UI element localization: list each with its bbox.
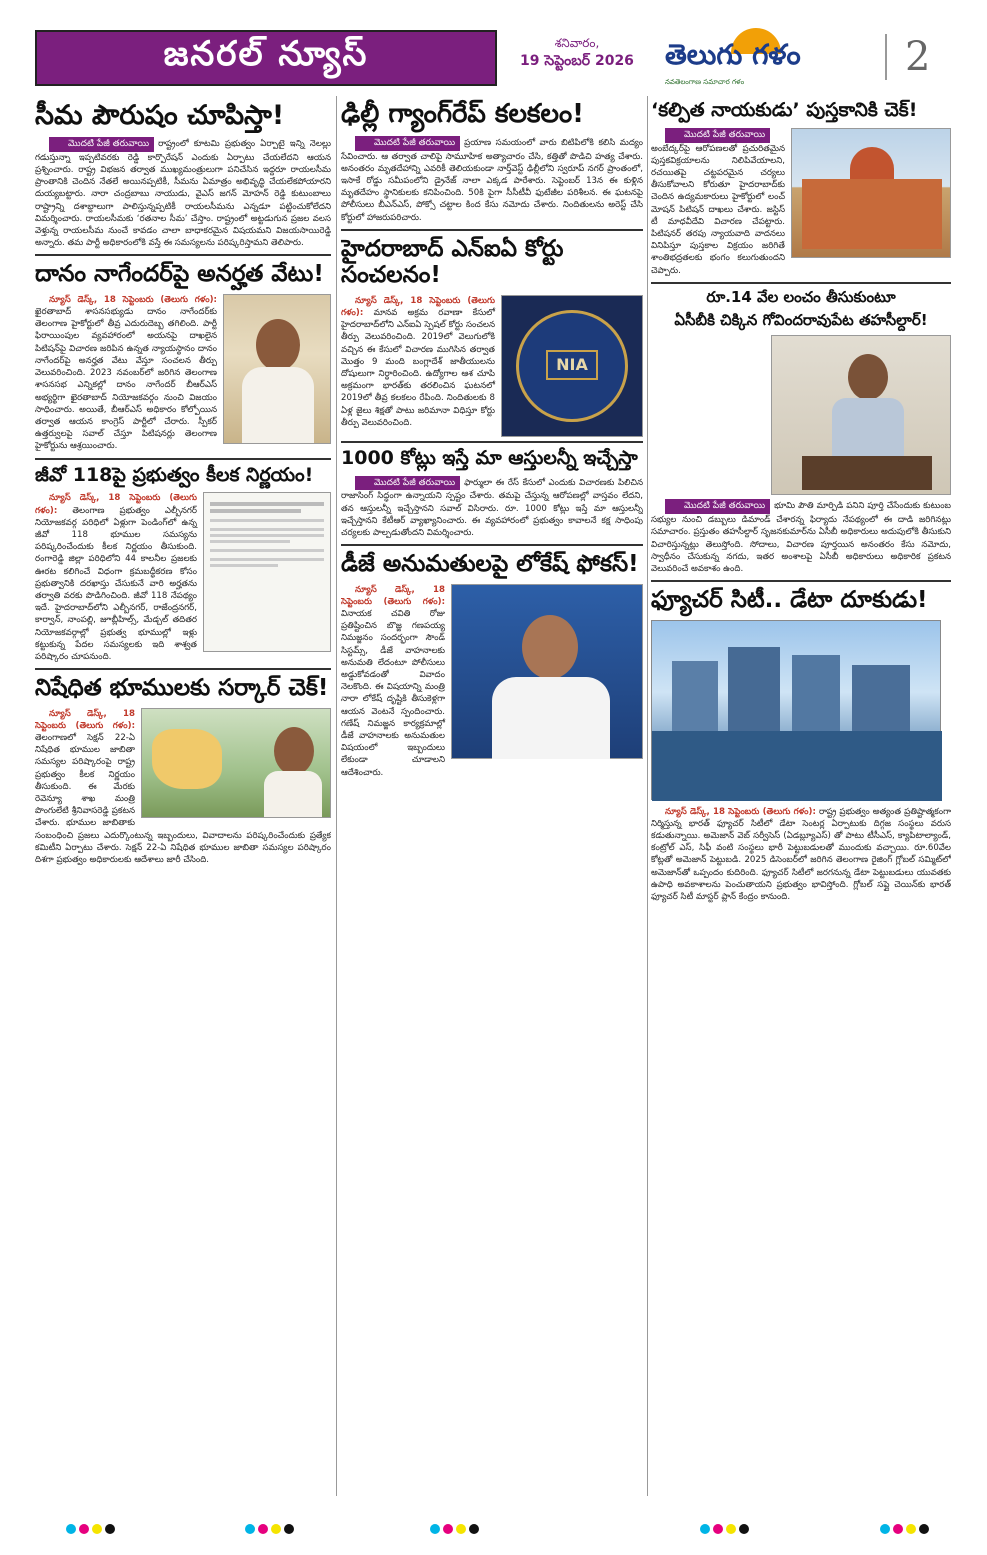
land-map-photo bbox=[141, 708, 331, 818]
dateline: న్యూస్ డెస్క్, 18 సెప్టెంబరు (తెలుగు గళం): bbox=[49, 294, 217, 305]
article-text: అంబేద్కర్‌పై ఆరోపణలతో ప్రచురితమైన పుస్తకవిక్రయాలను నిలిపివేయాలని, రచయితపై చట్టపరమైన చర్యలు తీసుకోవాలని కోరుతూ హైదరాబాద్‌కు చెందిన ఉద్యమకారులు హైకోర్టులో లంచ్ మోషన్ పిటిషన్ దాఖలు చేశారు. జస్టిస్ టీ మాధవీదేవి విచారణ చేపట్టారు. పిటిషనర్ తరపు న్యాయవాది వాదనలు వినిపిస్తూ పుస్తకాల విక్రయం జరిగితే శాంతిభద్రతలకు భంగం కలుగుతుందని చెప్పారు. bbox=[651, 143, 785, 276]
article-text: వినాయక చవితి రోజు ప్రతిష్టించిన బొజ్జ గణపయ్య నిమజ్జనం సందర్భంగా సౌండ్ సిస్టమ్స్, డీజే వాహనాలకు అనుమతి లేదంటూ పోలీసులు అడ్డుకోవడంతో వివాదం నెలకొంది. ఈ విషయాన్ని మంత్రి నారా లోకేష్ దృష్టికి తీసుకెళ్లగా ఆయన వెంటనే స్పందించారు. గణేష్ నిమజ్జన కార్యక్రమాల్లో డీజే వాహనాలకు అనుమతుల విషయంలో ఇబ్బందులు లేకుండా చూడాలని ఆదేశించారు. bbox=[341, 609, 445, 778]
article-text: రాష్ట్రంలో కూటమి ప్రభుత్వం ఏర్పాటై ఇన్ని నెలల్లు గడుస్తున్నా ఇప్పటివరకు రెడ్డి కార్పొరేషన్ ఎందుకు ఏర్పాటు చేయలేదని ఆయన ప్రశ్నించారు. రాష్ట్ర విభజన తర్వాత ముఖ్యమంత్రులుగా పనిచేసిన ఇద్దరూ రాయలసీమ ప్రాంతానికి చెందిన నేతలే అయినప్పటికీ, సీమను ఏమాత్రం అభివృద్ధి చేయలేకపోయారని దుయ్యబట్టారు. నారా చంద్రబాబు నాయుడు, వైఎస్ జగన్ మోహన్ రెడ్డి కుటుంబాలు రాష్ట్రాన్ని దశాబ్దాలుగా పాలిస్తున్నప్పటికీ రాయలసీమను ఎన్నడూ పట్టించుకోలేదని విమర్శించారు. రాయలసీమకు ‘రతనాల సీమ’ చేస్తాం. రాష్ట్రంలో అట్టడుగున ప్రజల వలస వెళ్తున్న రాయలసీమ నుంచే కావడం చాలా బాధాకరమైన విషయమని విజయసాయిరెడ్డి అన్నారు. తమ పార్టీ అధికారంలోకి వస్తే ఈ సమస్యలను పరిష్కరిస్తామని తెలిపారు. bbox=[35, 139, 331, 249]
article-body bbox=[341, 136, 643, 224]
headline: రూ.14 వేల లంచం తీసుకుంటూ bbox=[706, 287, 896, 306]
article-body bbox=[341, 295, 643, 429]
divider bbox=[651, 282, 951, 284]
column-divider bbox=[647, 96, 648, 1496]
headline: డీజే అనుమతులపై లోకేష్ ఫోకస్! bbox=[341, 551, 639, 578]
politician-photo bbox=[223, 294, 331, 444]
continued-tag: మొదటి పేజీ తరువాయి bbox=[49, 137, 154, 152]
nia-emblem: NIA bbox=[501, 295, 643, 437]
continued-tag: మొదటి పేజీ తరువాయి bbox=[355, 136, 460, 151]
article-body bbox=[651, 128, 951, 277]
tahsildar-photo bbox=[771, 335, 951, 495]
column-2 bbox=[341, 96, 643, 1536]
headline: సీమ పౌరుషం చూపిస్తా! bbox=[35, 100, 285, 131]
divider bbox=[341, 544, 643, 546]
headline: ఫ్యూచర్ సిటీ.. డేటా దూకుడు! bbox=[651, 587, 928, 614]
divider bbox=[35, 254, 331, 256]
article-body bbox=[35, 708, 331, 867]
registration-marks bbox=[430, 1524, 479, 1534]
article-body bbox=[341, 476, 643, 540]
headline: 1000 కోట్లు ఇస్తే మా ఆస్తులన్నీ ఇచ్చేస్తా bbox=[341, 446, 638, 469]
headline-line-2: ఏసీబీకి చిక్కిన గోవిందరావుపేట తహసీల్దార్! bbox=[674, 311, 928, 330]
registration-marks bbox=[880, 1524, 929, 1534]
issue-date bbox=[507, 34, 647, 70]
logo-name: తెలుగు గళం bbox=[665, 38, 801, 71]
dateline: న్యూస్ డెస్క్, 18 సెప్టెంబరు (తెలుగు గళం): bbox=[341, 295, 495, 318]
article-body bbox=[35, 294, 331, 453]
dateline: న్యూస్ డెస్క్, 18 సెప్టెంబరు (తెలుగు గళం): bbox=[341, 584, 445, 607]
issue-date-text: 19 సెప్టెంబర్ 2026 bbox=[520, 53, 634, 69]
article-body bbox=[651, 806, 951, 904]
dateline: న్యూస్ డెస్క్, 18 సెప్టెంబరు (తెలుగు గళం): bbox=[35, 708, 135, 731]
masthead bbox=[35, 30, 955, 92]
headline: దానం నాగేందర్‌పై అనర్హత వేటు! bbox=[35, 261, 324, 288]
logo-tagline: నవతెలంగాణ సమాచార గళం bbox=[665, 78, 745, 86]
article-text: భూమి పౌతి మార్పిడి పనిని పూర్తి చేసేందుకు కుటుంబ సభ్యుల నుంచి డబ్బులు డిమాండ్ చేశారన్న ఫిర్యాదు నేపథ్యంలో ఈ దాడి జరిగినట్లు సమాచారం. ప్రస్తుతం తహసీల్దార్ సృజనకుమార్‌ను ఏసీబీ అధికారులు అదుపులోకి తీసుకుని విచారిస్తున్నట్లు తెలుస్తోంది. సోదాలు, విచారణ పూర్తయిన అనంతరం కేసు నమోదు, స్వాధీనం చేసుకున్న నగదు, ఇతర అంశాలపై ఏసీబీ అధికారులు అధికారిక ప్రకటన వెలువరించే అవకాశం ఉంది. bbox=[651, 501, 951, 574]
headline: జీవో 118పై ప్రభుత్వం కీలక నిర్ణయం! bbox=[35, 463, 314, 486]
column-1 bbox=[35, 96, 331, 1536]
continued-tag: మొదటి పేజీ తరువాయి bbox=[665, 499, 770, 514]
registration-marks bbox=[66, 1524, 115, 1534]
continued-tag: మొదటి పేజీ తరువాయి bbox=[665, 128, 770, 143]
minister-photo bbox=[451, 584, 643, 759]
headline: నిషేధిత భూములకు సర్కార్ చెక్! bbox=[35, 675, 329, 702]
dateline: న్యూస్ డెస్క్, 18 సెప్టెంబరు (తెలుగు గళం): bbox=[665, 806, 816, 817]
article-text: రాష్ట్ర ప్రభుత్వం అత్యంత ప్రతిష్టాత్మకంగా నిర్మిస్తున్న భారత్ ఫ్యూచర్ సిటీలో డేటా సెంటర్ల ఏర్పాటుకు దిగ్గజ సంస్థలు వరుస కడుతున్నాయి. అమెజాన్ వెబ్ సర్వీసెస్ (ఏడబ్ల్యూఎస్) తో పాటు టీసీఎస్, క్యాపిటాల్యాండ్, కంట్రోల్ ఎస్, సిఫీ వంటి సంస్థలు భారీ పెట్టుబడులతో ముందుకు వచ్చాయి. రూ.60వేల కోట్లతో అమెజాన్ పెట్టుబడి. 2025 డిసెంబర్‌లో జరిగిన తెలంగాణ రైజింగ్ గ్లోబల్ సమ్మిట్‌లో అమెజాన్‌తో ఒప్పందం కుదిరింది. ఫ్యూచర్ సిటీలో జరగనున్న డేటా పెట్టుబడులు యువతకు ఉపాధి అవకాశాలను పెంచుతాయని ప్రభుత్వం భావిస్తోంది. గ్లోబల్ సప్లై చెయిన్‌కు భారత్ ఫ్యూచర్ సిటీ మాస్టర్ ప్లాన్ కేంద్రం కానుంది. bbox=[651, 806, 951, 902]
headline: ‘కల్పిత నాయకుడు’ పుస్తకానికి చెక్! bbox=[651, 99, 918, 121]
divider bbox=[35, 668, 331, 670]
article-body bbox=[651, 335, 951, 575]
dateline: న్యూస్ డెస్క్, 18 సెప్టెంబరు (తెలుగు గళం): bbox=[35, 493, 197, 516]
page-number: 2 bbox=[885, 34, 930, 80]
column-3 bbox=[651, 96, 951, 1536]
high-court-photo bbox=[791, 128, 951, 258]
government-order-document bbox=[203, 492, 331, 652]
divider bbox=[341, 441, 643, 443]
section-title: జనరల్ న్యూస్ bbox=[35, 30, 497, 86]
registration-marks bbox=[700, 1524, 749, 1534]
article-body bbox=[341, 584, 643, 779]
registration-marks bbox=[245, 1524, 294, 1534]
divider bbox=[651, 580, 951, 582]
headline: ఢిల్లీ గ్యాంగ్‌రేప్ కలకలం! bbox=[341, 99, 584, 129]
article-text: ఫార్ములా ఈ రేస్ కేసులో ఎందుకు విచారణకు పిలిచిన రాజాసింగ్ సిద్ధంగా ఉన్నాయని స్పష్టం చేశారు. తమపై చేస్తున్న ఆరోపణల్లో వాస్తవం లేదని, తన ఆస్తులన్నీ ఇచ్చేస్తానని సవాల్ విసిరారు. రూ. 1000 కోట్లు ఇస్తే మా ఆస్తులన్నీ ఇచ్చేస్తానని కేటీఆర్ వ్యాఖ్యానించారు. ఈ వ్యవహారంలో ప్రభుత్వం కావాలనే కక్ష సాధింపు చర్యలకు పాల్పడుతోందని విమర్శించారు. bbox=[341, 477, 643, 538]
article-text: మానవ అక్రమ రవాణా కేసులో హైదరాబాద్‌లోని ఎన్ఐఏ స్పెషల్ కోర్టు సంచలన తీర్పు వెలువరించింది. 2019లో వెలుగులోకి వచ్చిన ఈ కేసులో విచారణ ముగిసిన తర్వాత మొత్తం 9 మంది బంగ్లాదేశ్ జాతీయులను దోషులుగా నిర్ధారించింది. ఉద్యోగాల ఆశ చూపి అక్రమంగా భారత్‌కు తరలించిన ఘటనలో 2019లో తీవ్ర కలకలం రేపింది. నిందితులకు 8 ఏళ్ల జైలు శిక్షతో పాటు జరిమానా విధిస్తూ కోర్టు తీర్పు వెలువరించింది. bbox=[341, 307, 496, 428]
continued-tag: మొదటి పేజీ తరువాయి bbox=[355, 476, 460, 491]
headline: హైదరాబాద్ ఎన్ఐఏ కోర్టు సంచలనం! bbox=[341, 235, 564, 289]
article-text: తెలంగాణ ప్రభుత్వం ఎల్బీనగర్ నియోజకవర్గ పరిధిలో ఏళ్లుగా పెండింగ్‌లో ఉన్న జీవో 118 భూముల సమస్యను పరిష్కరించేందుకు కీలక నిర్ణయం తీసుకుంది. రంగారెడ్డి జిల్లా పరిధిలోని 44 కాలనీల ప్రజలకు ఊరట కలిగించే విధంగా క్రమబద్ధీకరణ కోసం ప్రభుత్వానికి దరఖాస్తు చేసుకునే వారి అర్హతను తర్వాతి వరకు పొడిగించింది. జీవో 118 నేపథ్యం ఇదే. హైదరాబాద్‌లోని ఎల్బీనగర్, రాజేంద్రనగర్, కార్వాన్, నాంపల్లి, జూబ్లీహిల్స్, మేడ్చల్ తదితర నియోజకవర్గాల్లో ప్రభుత్వ భూముల్లో ఇళ్లు కట్టుకున్న పేదల సమస్యలకు ఇది శాశ్వత పరిష్కారం చూపనుంది. bbox=[35, 505, 197, 662]
future-city-photo bbox=[651, 620, 941, 800]
article-text: తెలంగాణలో సెక్షన్ 22-ఏ నిషేధిత భూముల జాబితా సమస్యల పరిష్కారంపై రాష్ట్ర ప్రభుత్వం కీలక నిర్ణయం తీసుకుంది. ఈ మేరకు రెవెన్యూ శాఖ మంత్రి పొంగులేటి శ్రీనివాసరెడ్డి ప్రకటన చేశారు. భూముల జాబితాకు సంబంధించి ప్రజలు ఎదుర్కొంటున్న ఇబ్బందులు, వివాదాలను పరిష్కరించేందుకు ప్రత్యేక కమిటీని ఏర్పాటు చేశారు. సెక్షన్ 22-ఏ నిషేధిత భూముల జాబితా సమస్యల పరిష్కారం దిశగా ప్రభుత్వం అధికారులకు ఆదేశాలు జారీ చేసింది. bbox=[35, 733, 331, 866]
article-body bbox=[35, 492, 331, 663]
divider bbox=[35, 458, 331, 460]
article-body bbox=[35, 137, 331, 249]
article-text: ప్రయాణ సమయంలో వారు బిటిపిలోకి కలిసి మద్యం సేవించారు. ఆ తర్వాత చాలి‌పై సామూహిక అత్యాచారం చేసి, కత్తితో పొడిచి హత్య చేశారు. అనంతరం మృతదేహాన్ని ఎవరికీ తెలియకుండా నార్త్‌వెస్ట్ ఢిల్లీలోని స్వరూప్ నగర్ ప్రాంతంలో, ఇసాకే రోడ్డు సమీపంలోని డ్రైనేజ్ నాలా ఎక్కడ పారేశారు. సెప్టెంబర్ 13న ఈ కుళ్లిన మృతదేహం స్థానికులకు కనిపించింది. 50కి పైగా సీసీటీవీ ఫుటేజీల పరిశీలన. ఈ ఘటనపై పోలీసులు బీఎన్ఎస్, పోక్సో చట్టాల కింద కేసు నమోదు చేశారు. నిందితులను అరెస్ట్ చేసి కోర్టులో హాజరుపరిచారు. bbox=[341, 137, 643, 223]
column-divider bbox=[336, 96, 337, 1496]
issue-day: శనివారం, bbox=[554, 36, 600, 50]
article-text: ఖైరతాబాద్ శాసనసభ్యుడు దానం నాగేందర్‌కు తెలంగాణ హైకోర్టులో తీవ్ర ఎదురుదెబ్బ తగిలింది. పార్టీ ఫిరాయింపుల వ్యవహారంలో అయనపై దాఖలైన పిటిషన్‌పై విచారణ జరిపిన ఉన్నత న్యాయస్థానం దానం నాగేందర్‌పై అనర్హత వేటు వేస్తూ సంచలన తీర్పు వెలువరించింది. 2023 నవంబర్‌లో జరిగిన తెలంగాణ శాసనసభ ఎన్నికల్లో దానం నాగేందర్ బీఆర్ఎస్ అభ్యర్థిగా ఖైరతాబాద్ నియోజకవర్గం నుంచి విజయం సాధించారు. అయితే, బీఆర్ఎస్ అధికారం కోల్పోయిన తర్వాత ఆయన కాంగ్రెస్ పార్టీలో చేరారు. స్పీకర్ ఉత్తర్వులపై సవాల్ చేస్తూ పిటిషనర్లు తెలంగాణ హైకోర్టును ఆశ్రయించారు. bbox=[35, 307, 217, 452]
divider bbox=[341, 229, 643, 231]
newspaper-logo bbox=[665, 30, 845, 86]
